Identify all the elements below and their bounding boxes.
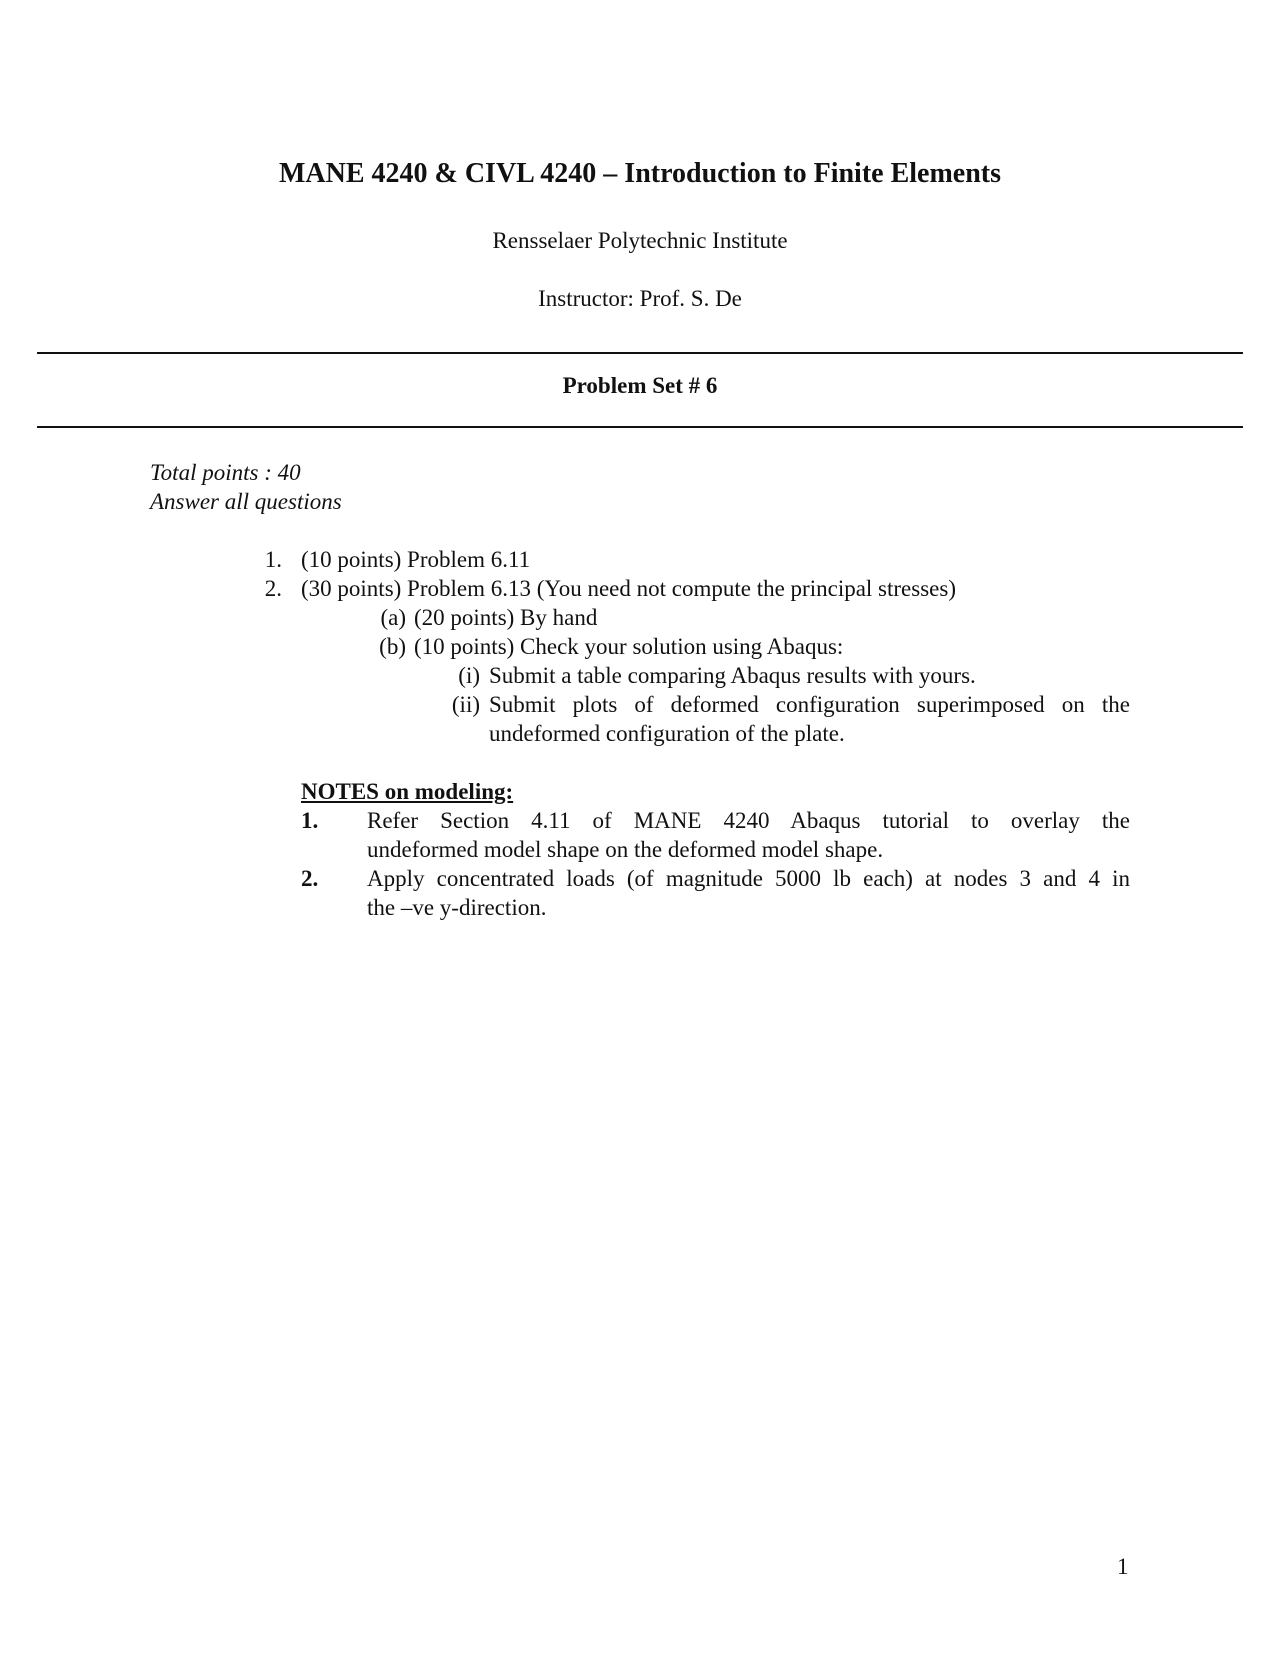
part-text: (20 points) By hand — [414, 605, 598, 630]
instruction-text: Answer all questions — [150, 489, 342, 514]
part-text: (10 points) Check your solution using Abaqus: — [414, 634, 844, 659]
question-number: 2. — [264, 576, 282, 601]
question-number: 1. — [264, 547, 282, 572]
note-text-line1: Refer Section 4.11 of MANE 4240 Abaqus tutorial to overlay the — [367, 808, 1130, 833]
page-number: 1 — [1117, 1554, 1129, 1579]
note-text-line2: the –ve y-direction. — [367, 895, 547, 920]
note-number: 1. — [301, 808, 319, 833]
subpart-text: Submit a table comparing Abaqus results with yours. — [489, 663, 976, 688]
total-points: Total points : 40 — [150, 460, 301, 485]
divider-top — [37, 352, 1243, 354]
subpart-label: (ii) — [451, 692, 480, 717]
part-label: (a) — [380, 605, 406, 630]
note-text-line2: undeformed model shape on the deformed model shape. — [367, 837, 884, 862]
institute-name: Rensselaer Polytechnic Institute — [492, 228, 788, 253]
problem-set-title: Problem Set # 6 — [562, 373, 718, 398]
note-number: 2. — [301, 866, 319, 891]
instructor-name: Instructor: Prof. S. De — [538, 286, 742, 311]
subpart-text-line1: Submit plots of deformed configuration superimposed on the — [489, 692, 1130, 717]
part-label: (b) — [379, 634, 406, 659]
subpart-label: (i) — [458, 663, 480, 688]
question-text: (30 points) Problem 6.13 (You need not compute the principal stresses) — [301, 576, 956, 601]
course-title: MANE 4240 & CIVL 4240 – Introduction to Finite Elements — [278, 158, 1002, 189]
note-text-line1: Apply concentrated loads (of magnitude 5000 lb each) at nodes 3 and 4 in — [367, 866, 1130, 891]
subpart-text-line2: undeformed configuration of the plate. — [489, 721, 845, 746]
divider-bottom — [37, 426, 1243, 428]
question-text: (10 points) Problem 6.11 — [301, 547, 531, 572]
notes-heading: NOTES on modeling: — [301, 779, 514, 804]
